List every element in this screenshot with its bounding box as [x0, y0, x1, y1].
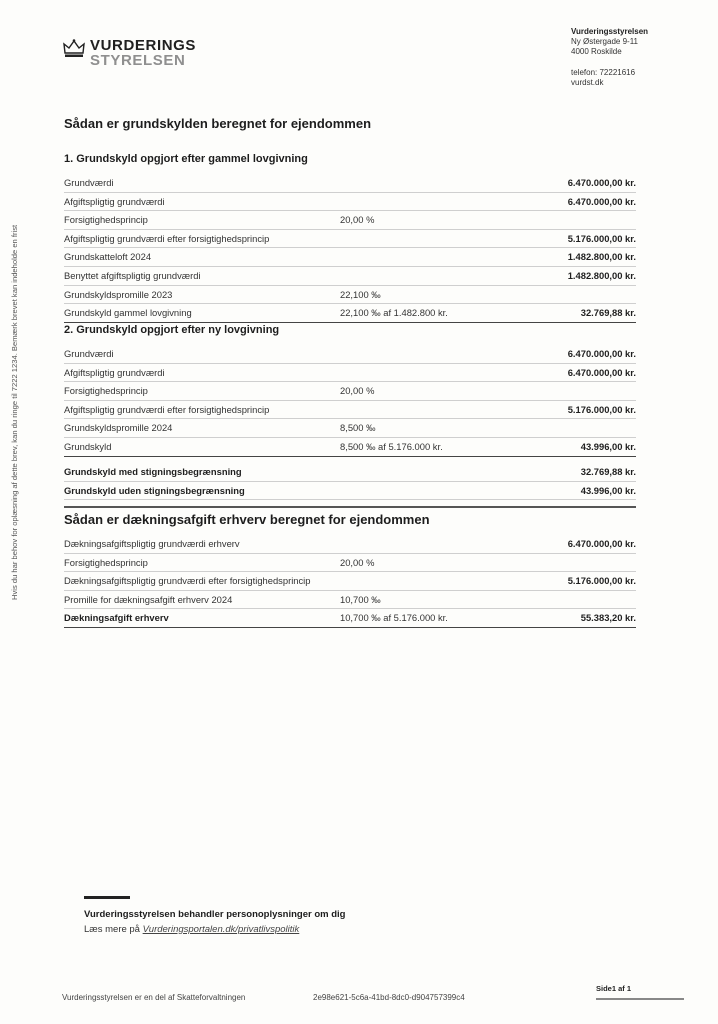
row-label: Afgiftspligtig grundværdi: [64, 195, 165, 207]
logo-text-line2: STYRELSEN: [90, 52, 186, 69]
table-row: [64, 267, 636, 286]
section-heading: 2. Grundskyld opgjort efter ny lovgivning: [64, 324, 280, 336]
row-amount: [510, 591, 636, 609]
table-row: [64, 609, 636, 628]
row-rate: 8,500 ‰: [340, 422, 376, 434]
privacy-text: [84, 924, 299, 935]
row-label: Dækningsafgiftspligtig grundværdi erhverv: [64, 538, 240, 549]
section-heading: 1. Grundskyld opgjort efter gammel lovgivning: [64, 153, 308, 165]
row-amount: 5.176.000,00 kr.: [567, 232, 636, 244]
footer-document-id: 2e98e621-5c6a-41bd-8dc0-d904757399c4: [313, 993, 465, 1002]
row-label: Afgiftspligtig grundværdi efter forsigtighedsprincip: [64, 232, 270, 244]
row-label: Grundskyld: [64, 440, 112, 452]
table-row: [64, 401, 636, 420]
row-label: Forsigtighedsprincip: [64, 214, 148, 226]
side-note: Hvis du har behov for oplæsning af dette brev, kan du ringe til 7222 1234. Bemærk brevet kan indeholde en frist: [10, 224, 19, 600]
table-rows: [64, 174, 636, 323]
table-row: [64, 248, 636, 267]
row-rate: 20,00 %: [340, 385, 375, 397]
table-rows: [64, 463, 636, 500]
row-label: Grundværdi: [64, 348, 114, 359]
row-rate: [340, 482, 510, 500]
privacy-link[interactable]: Vurderingsportalen.dk/privatlivspolitik: [142, 924, 300, 935]
section-divider: [64, 506, 636, 508]
table-row: [64, 554, 636, 573]
row-rate: [340, 401, 510, 419]
row-amount: 5.176.000,00 kr.: [567, 575, 636, 587]
row-rate: [340, 267, 510, 285]
row-rate: [340, 248, 510, 266]
row-rate: 20,00 %: [340, 556, 375, 568]
table-row: [64, 438, 636, 457]
footer-agency-note: Vurderingsstyrelsen er en del af Skatteforvaltningen: [62, 993, 246, 1002]
row-label: Benyttet afgiftspligtig grundværdi: [64, 269, 201, 281]
row-rate: 22,100 ‰: [340, 288, 381, 300]
row-amount: [510, 554, 636, 572]
row-amount: [510, 382, 636, 400]
sender-name: Vurderingsstyrelsen: [571, 27, 649, 36]
row-rate: 10,700 ‰: [340, 593, 381, 605]
sender-web: vurdst.dk: [571, 78, 604, 87]
row-amount: 1.482.800,00 kr.: [567, 251, 636, 263]
privacy-title: Vurderingsstyrelsen behandler personoplysninger om dig: [84, 909, 346, 920]
row-amount: 32.769,88 kr.: [580, 307, 636, 319]
sender-city: 4000 Roskilde: [571, 47, 622, 56]
row-amount: 6.470.000,00 kr.: [567, 366, 636, 378]
row-label: Dækningsafgift erhverv: [64, 612, 169, 624]
section-coverage-fee: [64, 513, 636, 628]
row-amount: 5.176.000,00 kr.: [567, 403, 636, 415]
row-amount: 6.470.000,00 kr.: [567, 348, 636, 359]
row-label: Grundskyldspromille 2023: [64, 288, 173, 300]
section-heading: Sådan er dækningsafgift erhverv beregnet for ejendommen: [64, 512, 430, 527]
row-amount: 6.470.000,00 kr.: [567, 538, 636, 549]
row-label: Grundskatteloft 2024: [64, 251, 152, 263]
row-rate: [340, 463, 510, 481]
row-rate: 22,100 ‰ af 1.482.800 kr.: [340, 307, 448, 319]
table-row: [64, 482, 636, 501]
section-old-law: [64, 152, 636, 323]
section-new-law: [64, 323, 636, 457]
row-amount: 32.769,88 kr.: [580, 466, 636, 477]
row-label: Dækningsafgiftspligtig grundværdi efter forsigtighedsprincip: [64, 575, 311, 587]
row-amount: 1.482.800,00 kr.: [567, 269, 636, 281]
row-rate: [340, 174, 510, 192]
sender-phone: telefon: 72221616: [571, 68, 636, 77]
row-label: Grundskyld med stigningsbegrænsning: [64, 466, 242, 477]
table-row: [64, 535, 636, 554]
table-row: [64, 193, 636, 212]
summary-section: [64, 463, 636, 500]
crown-icon: [62, 38, 86, 60]
logo-text-line1: VURDERINGS: [90, 37, 197, 54]
row-label: Grundværdi: [64, 177, 114, 188]
privacy-text-prefix: Læs mere på: [84, 924, 143, 935]
row-rate: [340, 572, 510, 590]
table-row: [64, 463, 636, 482]
row-amount: 43.996,00 kr.: [580, 484, 636, 496]
row-rate: 20,00 %: [340, 214, 375, 226]
table-row: [64, 304, 636, 323]
row-label: Grundskyld uden stigningsbegrænsning: [64, 484, 245, 496]
row-amount: [510, 211, 636, 229]
row-rate: 10,700 ‰ af 5.176.000 kr.: [340, 612, 448, 624]
sender-address: [571, 27, 648, 88]
row-amount: 55.383,20 kr.: [580, 612, 636, 624]
table-rows: [64, 345, 636, 457]
table-row: [64, 230, 636, 249]
agency-logo: [62, 36, 212, 70]
row-amount: 6.470.000,00 kr.: [567, 195, 636, 207]
page-number: Side1 af 1: [596, 984, 632, 993]
row-rate: 8,500 ‰ af 5.176.000 kr.: [340, 440, 443, 452]
row-rate: [340, 364, 510, 382]
row-amount: 6.470.000,00 kr.: [567, 177, 636, 188]
row-amount: [510, 286, 636, 304]
page-title: Sådan er grundskylden beregnet for ejendommen: [64, 116, 372, 131]
row-rate: [340, 535, 510, 553]
table-row: [64, 572, 636, 591]
sender-street: Ny Østergade 9-11: [571, 37, 638, 46]
row-amount: 43.996,00 kr.: [580, 440, 636, 452]
table-row: [64, 382, 636, 401]
privacy-accent-bar: [84, 896, 130, 899]
row-label: Afgiftspligtig grundværdi efter forsigtighedsprincip: [64, 403, 270, 415]
table-row: [64, 286, 636, 305]
row-label: Promille for dækningsafgift erhverv 2024: [64, 593, 233, 605]
row-rate: [340, 230, 510, 248]
table-row: [64, 174, 636, 193]
row-label: Grundskyldspromille 2024: [64, 422, 173, 434]
row-rate: [340, 193, 510, 211]
table-row: [64, 211, 636, 230]
row-amount: [510, 419, 636, 437]
row-label: Afgiftspligtig grundværdi: [64, 366, 165, 378]
row-rate: [340, 345, 510, 363]
table-row: [64, 419, 636, 438]
table-row: [64, 591, 636, 610]
footer-rule: [596, 998, 684, 1000]
row-label: Forsigtighedsprincip: [64, 556, 148, 568]
row-label: Grundskyld gammel lovgivning: [64, 307, 192, 319]
table-rows: [64, 535, 636, 628]
table-row: [64, 345, 636, 364]
table-row: [64, 364, 636, 383]
row-label: Forsigtighedsprincip: [64, 385, 148, 397]
